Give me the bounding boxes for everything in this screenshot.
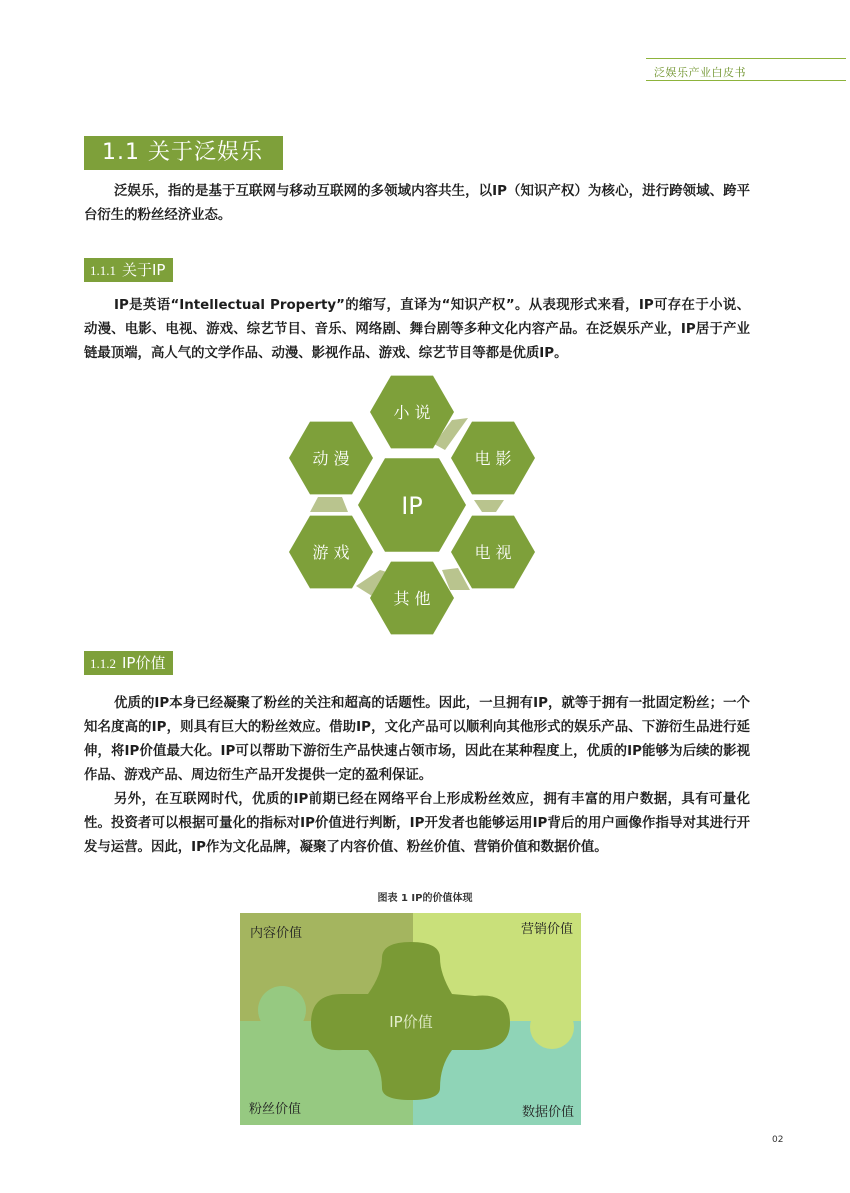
hex-game-label: 游 戏 bbox=[312, 543, 350, 562]
subsection-number: 1.1.1 bbox=[90, 263, 116, 278]
puzzle-label-fans: 粉丝价值 bbox=[249, 1102, 302, 1117]
hex-film-label: 电 影 bbox=[474, 449, 512, 468]
puzzle-label-data: 数据价值 bbox=[521, 1105, 574, 1120]
hex-tv-label: 电 视 bbox=[474, 543, 512, 562]
section-heading: 1.1 关于泛娱乐 bbox=[84, 136, 283, 170]
page-number: 02 bbox=[772, 1135, 784, 1145]
puzzle-label-content: 内容价值 bbox=[250, 926, 303, 941]
puzzle-label-marketing: 营销价值 bbox=[520, 922, 573, 937]
subsection-title: 关于IP bbox=[122, 261, 166, 279]
puzzle-center-label: IP价值 bbox=[389, 1013, 433, 1031]
subsection-title: IP价值 bbox=[122, 654, 166, 672]
header-title: 泛娱乐产业白皮书 bbox=[654, 66, 746, 79]
figure-caption: 图表 1 IP的价值体现 bbox=[377, 893, 473, 904]
hex-center-label: IP bbox=[401, 492, 423, 520]
puzzle-knob-fans bbox=[258, 986, 306, 1034]
ip-value-paragraph-2: 另外，在互联网时代，优质的IP前期已经在网络平台上形成粉丝效应，拥有丰富的用户数据，具有可量化性。投资者可以根据可量化的指标对IP价值进行判断，IP开发者也能够运用IP背后的用户画像作指导对其进行开发与运营。因此，IP作为文化品牌，凝聚了内容价值、粉丝价值、营销价值和数据价值。 bbox=[84, 792, 750, 855]
hex-other-label: 其 他 bbox=[393, 589, 431, 608]
ip-value-paragraph-1: 优质的IP本身已经凝聚了粉丝的关注和超高的话题性。因此，一旦拥有IP，就等于拥有一批固定粉丝；一个知名度高的IP，则具有巨大的粉丝效应。借助IP，文化产品可以顺利向其他形式的娱乐产品、下游衍生品进行延伸，将IP价值最大化。IP可以帮助下游衍生产品快速占领市场，因此在某种程度上，优质的IP能够为后续的影视作品、游戏产品、周边衍生产品开发提供一定的盈利保证。 bbox=[84, 696, 750, 783]
intro-paragraph: 泛娱乐，指的是基于互联网与移动互联网的多领域内容共生，以IP（知识产权）为核心，进行跨领域、跨平台衍生的粉丝经济业态。 bbox=[84, 184, 750, 223]
subsection-number: 1.1.2 bbox=[90, 656, 116, 671]
hex-anime-label: 动 漫 bbox=[312, 449, 350, 468]
hex-novel-label: 小 说 bbox=[393, 403, 431, 422]
about-ip-paragraph: IP是英语“Intellectual Property”的缩写，直译为“知识产权”。从表现形式来看，IP可存在于小说、动漫、电影、电视、游戏、综艺节目、音乐、网络剧、舞台剧等多种文化内容产品。在泛娱乐产业，IP居于产业链最顶端，高人气的文学作品、动漫、影视作品、游戏、综艺节目等都是优质IP。 bbox=[84, 298, 750, 361]
puzzle-knob-marketing bbox=[530, 1005, 574, 1049]
